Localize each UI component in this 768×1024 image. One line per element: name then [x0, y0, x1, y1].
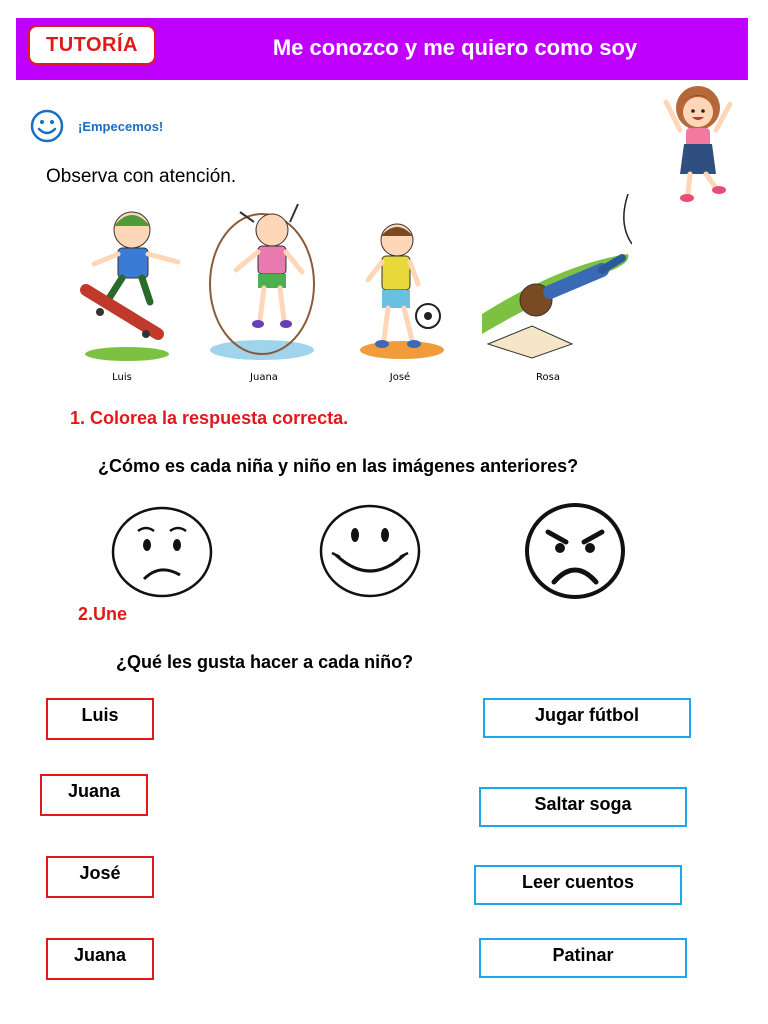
section1-heading: 1. Colorea la respuesta correcta.	[70, 408, 349, 428]
match-right-saltar-soga[interactable]: Saltar soga	[479, 787, 687, 827]
rosa-reading-figure	[482, 194, 632, 358]
angry-face-icon[interactable]	[524, 502, 626, 600]
happy-face-icon[interactable]	[318, 503, 422, 599]
section1-question: ¿Cómo es cada niña y niño en las imágenes anteriores?	[98, 456, 579, 476]
subject-tag: TUTORÍA	[28, 25, 156, 65]
instruction-text: Observa con atención.	[46, 166, 237, 187]
smiley-icon	[30, 109, 64, 143]
section2-question: ¿Qué les gusta hacer a cada niño?	[116, 652, 414, 672]
page-title: Me conozco y me quiero como soy	[272, 35, 638, 60]
match-left-juana[interactable]: Juana	[40, 774, 148, 816]
kid-name-luis: Luis	[112, 372, 132, 383]
match-right-leer-cuentos[interactable]: Leer cuentos	[474, 865, 682, 905]
kid-name-rosa: Rosa	[536, 372, 560, 383]
kid-name-jose: José	[389, 372, 411, 383]
cheering-girl-illustration	[660, 82, 736, 206]
worried-face-icon[interactable]	[110, 505, 214, 599]
jose-football-figure	[360, 224, 444, 359]
juana-jumping-rope-figure	[210, 204, 314, 360]
start-row	[30, 108, 163, 144]
kid-name-juana: Juana	[250, 372, 278, 383]
match-left-jose[interactable]: José	[46, 856, 154, 898]
match-left-luis[interactable]: Luis	[46, 698, 154, 740]
match-right-patinar[interactable]: Patinar	[479, 938, 687, 978]
start-label: ¡Empecemos!	[78, 118, 164, 134]
match-left-juana-2[interactable]: Juana	[46, 938, 154, 980]
children-activities-image	[62, 194, 632, 390]
activities-illustration	[62, 194, 632, 372]
section2-heading: 2.Une	[78, 604, 128, 624]
luis-skating-figure	[85, 212, 178, 361]
match-right-jugar-futbol[interactable]: Jugar fútbol	[483, 698, 691, 738]
